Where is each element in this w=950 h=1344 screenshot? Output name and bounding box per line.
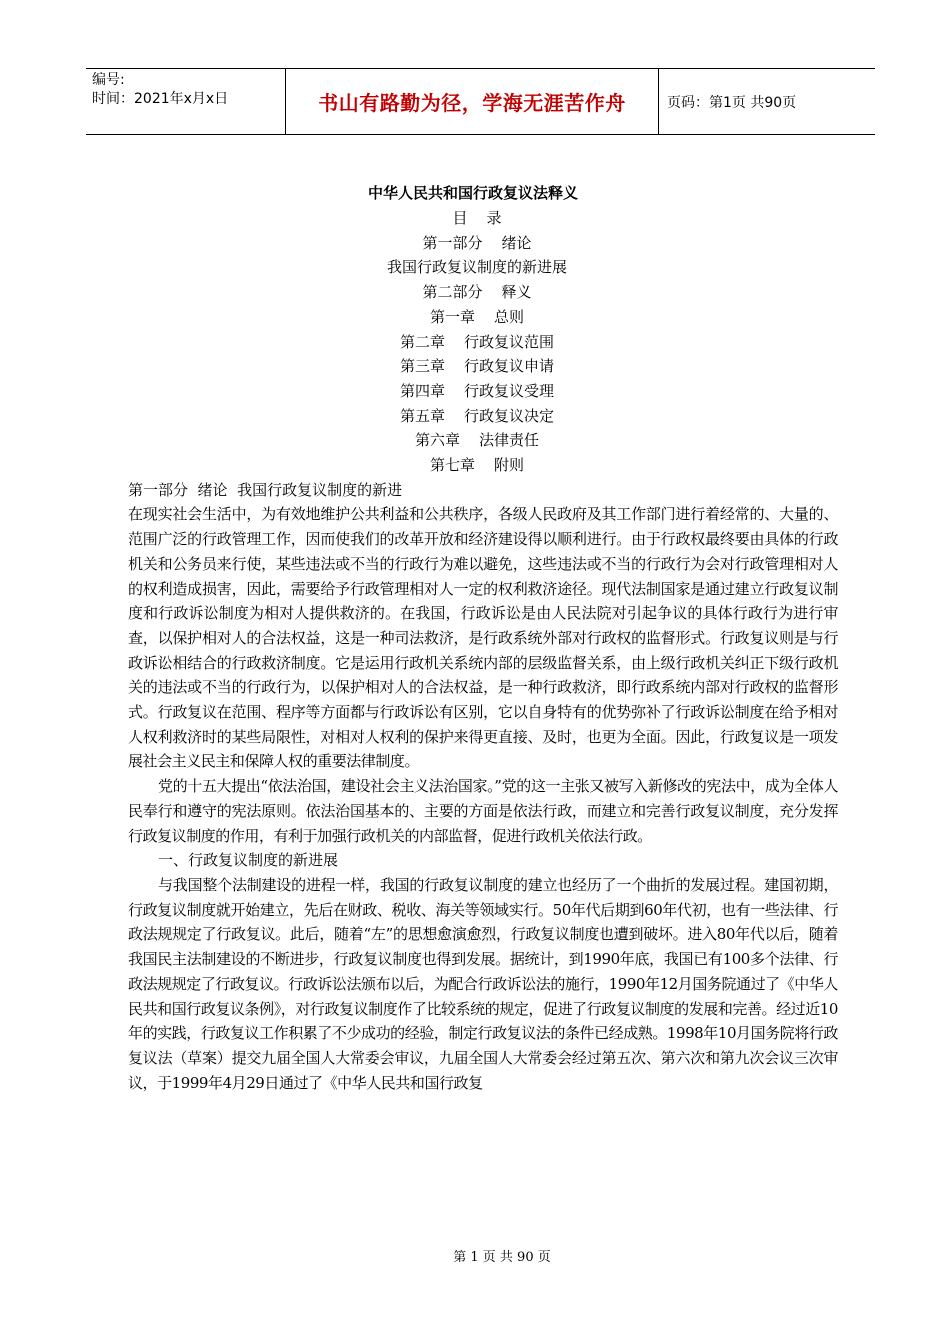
page-footer: 第 1 页 共 90 页 [453, 1250, 551, 1265]
toc-item: 第五章 行政复议决定 [399, 406, 555, 425]
header-motto: 书山有路勤为径，学海无涯苦作舟 [286, 69, 659, 134]
number-label: 编号: [92, 72, 125, 88]
toc-item: 第二章 行政复议范围 [399, 332, 555, 351]
section-heading: 第一部分 绪论 我国行政复议制度的新进 [128, 480, 403, 499]
page-header [86, 68, 875, 135]
toc-item: 第一章 总则 [429, 307, 525, 326]
toc-item: 第六章 法律责任 [414, 431, 540, 450]
table-of-contents [128, 206, 838, 478]
document-title: 中华人民共和国行政复议法释义 [367, 184, 578, 202]
subheading: 一、行政复议制度的新进展 [158, 851, 339, 870]
body-paragraph: 与我国整个法制建设的进程一样，我国的行政复议制度的建立也经历了一个曲折的发展过程。建国初期，行政复议制度就开始建立，先后在财政、税收、海关等领域实行。50年代后期到60年代初，也有一些法律、行政法规规定了行政复议。此后，随着“左”的思想愈演愈烈，行政复议制度也遭到破坏。进入80年代以后，随着我国民主法制建设的不断进步，行政复议制度也得到发展。据统计，到1990年底，我国已有100多个法律、行政法规规定了行政复议。行政诉讼法颁布以后，为配合行政诉讼法的施行，1990年12月国务院通过了《中华人民共和国行政复议条例》，对行政复议制度作了比较系统的规定，促进了行政复议制度的发展和完善。经过近10年的实践，行政复议工作积累了不少成功的经验，制定行政复议法的条件已经成熟。1998年10月国务院将行政复议法（草案）提交九届全国人大常委会审议，九届全国人大常委会经过第五次、第六次和第九次会议三次审议，于1999年4月29日通过了《中华人民共和国行政复 [128, 875, 838, 1092]
body-paragraph: 党的十五大提出“依法治国，建设社会主义法治国家。”党的这一主张又被写入新修改的宪法中，成为全体人民奉行和遵守的宪法原则。依法治国基本的、主要的方面是依法行政，而建立和完善行政复议制度，充分发挥行政复议制度的作用，有利于加强行政机关的内部监督，促进行政机关依法行政。 [128, 777, 838, 845]
time-label: 时间：2021年x月x日 [92, 91, 229, 107]
toc-item: 我国行政复议制度的新进展 [386, 258, 567, 277]
document-body [128, 180, 838, 1095]
toc-item: 第四章 行政复议受理 [399, 381, 555, 400]
toc-item: 第一部分 绪论 [422, 233, 532, 252]
toc-item: 第七章 附则 [429, 456, 525, 475]
toc-heading: 目 录 [452, 209, 502, 227]
header-meta-cell [86, 69, 286, 134]
toc-item: 第二部分 释义 [422, 283, 532, 302]
body-paragraph: 在现实社会生活中，为有效地维护公共利益和公共秩序，各级人民政府及其工作部门进行着经常的、大量的、范围广泛的行政管理工作，因而使我们的改革开放和经济建设得以顺利进行。由于行政权最终要由具体的行政机关和公务员来行使，某些违法或不当的行政行为难以避免，这些违法或不当的行政行为会对行政管理相对人的权利造成损害，因此，需要给予行政管理相对人一定的权利救济途径。现代法制国家是通过建立行政复议制度和行政诉讼制度为相对人提供救济的。在我国，行政诉讼是由人民法院对引起争议的具体行政行为进行审查，以保护相对人的合法权益，这是一种司法救济，是行政系统外部对行政权的监督形式。行政复议则是与行政诉讼相结合的行政救济制度。它是运用行政机关系统内部的层级监督关系，由上级行政机关纠正下级行政机关的违法或不当的行政行为，以保护相对人的合法权益，是一种行政救济，即行政系统内部对行政权的监督形式。行政复议在范围、程序等方面都与行政诉讼有区别，它以自身特有的优势弥补了行政诉讼制度在给予相对人权利救济时的某些局限性，对相对人权利的保护来得更直接、及时，也更为全面。因此，行政复议是一项发展社会主义民主和保障人权的重要法律制度。 [128, 505, 838, 771]
header-page-info: 页码：第1页 共90页 [667, 94, 797, 111]
toc-item: 第三章 行政复议申请 [399, 357, 555, 376]
